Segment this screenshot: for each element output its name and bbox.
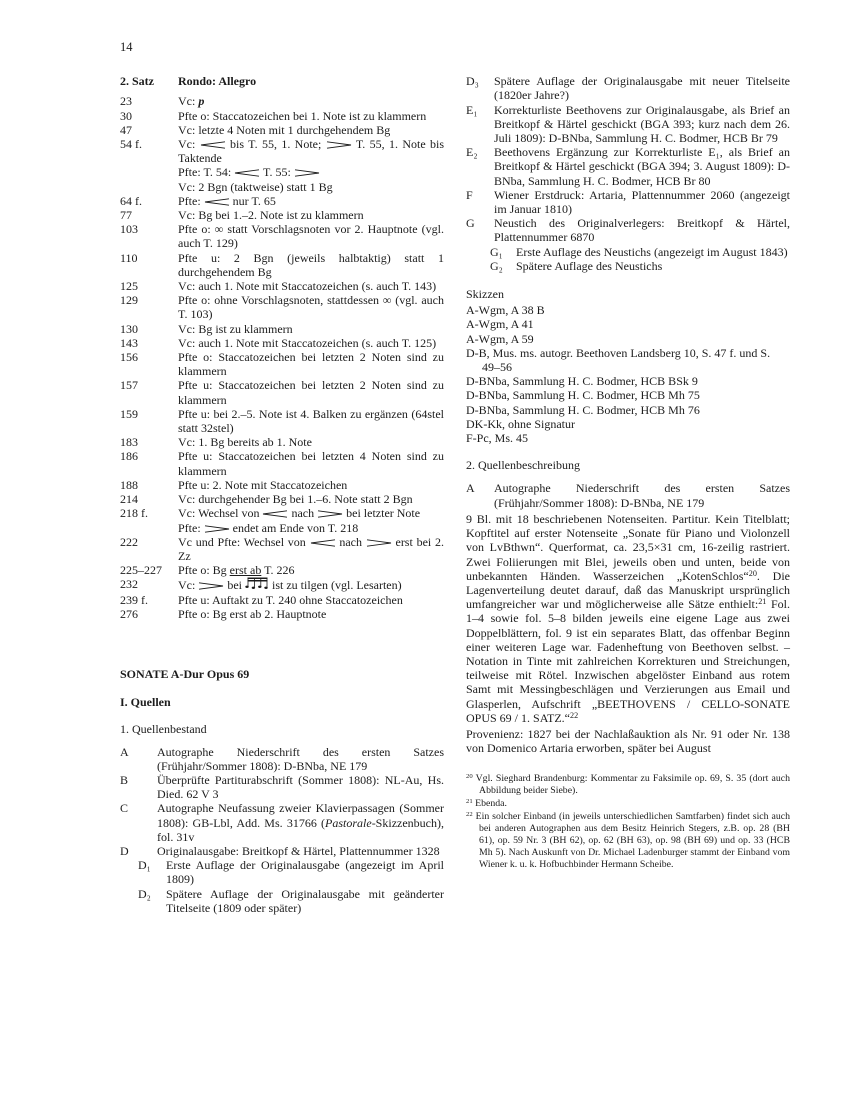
footnotes-block [466,773,790,870]
text-segment: bis T. 55, 1. Note; [225,137,326,152]
note-line [178,607,444,621]
measure-number: 156 [120,350,138,365]
text-segment: Überprüfte Partiturabschrift (Sommer 1808): NL-Au, Hs. Died. 62 V 3 [157,772,444,802]
note-text [178,251,444,279]
note-line [178,535,444,563]
source-entry [120,745,444,773]
crescendo-hairpin-icon [204,194,230,208]
note-entry [120,293,444,321]
measure-number: 239 f. [120,592,148,607]
skizzen-list [466,303,790,445]
text-segment: Fol. 1–4 sowie fol. 5–8 bilden jeweils eine eigene Lage aus zwei Doppelblättern, fol. 9 ist ein separates Blatt, das offenbar Beginn einer weiteren Lage war. Fadenheftung von Beethoven selbst. – Notation in Tinte mit zahlreichen Korrekturen und Streichungen, teilweise mit Rötel. Inzwischen abgelöster Einband aus rotem Samt mit Messingbeschlägen und Verzierungen aus Email und Glasperlen, Aufschrift „BEETHOVENS / CELLO-SONATE OPUS 69 / 1. SATZ.“ [466,597,790,725]
source-description [494,103,790,146]
source-description [516,259,790,273]
note-text [178,293,444,321]
source-siglum: G [466,216,475,231]
note-line [178,137,444,165]
measure-number: 77 [120,208,132,223]
skizzen-item: A-Wgm, A 38 B [466,303,545,318]
note-entry [120,222,444,250]
source-siglum: D₃ [466,74,479,89]
source-siglum: G₂ [490,258,503,273]
note-text [178,607,444,621]
text-segment: Korrekturliste Beethovens zur Originalausgabe, als Brief an Breitkopf & Härtel geschickt (BGA 393; kurz nach dem 26. Juli 1809): D-BNba, Sammlung H. C. Bodmer, HCB Br 79 [494,102,790,146]
source-siglum: A [466,481,475,496]
note-line [178,293,444,321]
text-segment: p [198,94,205,109]
measure-number: 225–227 [120,563,162,578]
text-segment: Vc: auch 1. Note mit Staccatozeichen (s. auch T. 125) [178,335,437,350]
note-text [178,577,444,592]
note-entry [120,577,444,592]
text-segment: Pfte u: Staccatozeichen bei letzten 2 Noten sind zu klammern [178,378,444,407]
measure-number: 30 [120,108,132,123]
source-siglum: C [120,801,129,816]
source-entry [466,216,790,244]
note-entry [120,378,444,406]
text-segment: Vc: 1. Bg bereits ab 1. Note [178,435,312,450]
note-line [178,378,444,406]
source-entry [120,887,444,915]
text-segment: Autographe Neufassung zweier Klavierpassagen (Sommer 1808): GB-Lbl, Add. Ms. 31766 ( [157,801,444,830]
source-entry [466,145,790,188]
note-text [178,478,444,492]
skizzen-item: D-B, Mus. ms. autogr. Beethoven Landsberg 10, S. 47 f. und S. 49–56 [466,345,771,375]
crescendo-hairpin-icon [262,506,288,520]
text-segment: Vgl. Sieghard Brandenburg: Kommentar zu Faksimile op. 69, S. 35 (dort auch Abbildung beider Siebe). [475,773,790,797]
movement-label: 2. Satz [120,74,154,89]
footnote-ref: 20 [748,569,757,579]
note-line [178,208,444,222]
note-line [178,350,444,378]
decrescendo-hairpin-icon [326,137,352,151]
note-text [178,492,444,506]
sources-list-right [466,74,790,273]
text-segment: Vc: [178,578,199,593]
skizzen-item: F-Pc, Ms. 45 [466,431,529,446]
source-entry [466,188,790,216]
source-description [157,801,444,844]
measure-number: 110 [120,250,138,265]
footnote [466,798,790,810]
source-siglum: A [120,744,129,759]
decrescendo-hairpin-icon [294,165,320,179]
footnote [466,811,790,871]
footnote [466,773,790,797]
measure-number: 232 [120,577,138,592]
footnote-ref: 22 [570,711,579,721]
quellenbeschreibung-heading: 2. Quellenbeschreibung [466,458,580,473]
measure-number: 103 [120,222,138,237]
sources-list-left [120,745,444,915]
source-description [494,216,790,244]
text-segment: Pfte u: 2. Note mit Staccatozeichen [178,477,348,492]
note-line [178,279,444,293]
source-description [516,245,790,259]
source-description [157,745,444,773]
measure-number: 54 f. [120,137,142,152]
source-description [494,145,790,188]
measure-number: 186 [120,449,138,464]
page-number: 14 [120,40,133,54]
text-segment: Vc: Bg ist zu klammern [178,321,293,336]
source-siglum: D₁ [138,858,151,873]
text-segment: nach [335,534,366,549]
measure-number: 47 [120,122,132,137]
note-entry [120,137,444,194]
source-entry [120,844,444,858]
note-text [178,208,444,222]
note-line [178,435,444,449]
text-segment: T. 55, 1. Note bis Taktende [178,137,444,166]
footnote-number: 21 [466,798,473,806]
source-entry [120,801,444,844]
text-segment: Vc: [178,137,200,152]
note-text [178,535,444,563]
left-column [120,74,444,915]
source-description [494,188,790,216]
critical-notes-list [120,94,444,621]
note-text [178,123,444,137]
note-entry [120,336,444,350]
text-segment: Ebenda. [475,798,507,810]
beamed-notes-icon [245,578,269,592]
note-text [178,435,444,449]
measure-number: 183 [120,435,138,450]
source-description [166,887,444,915]
text-segment: Pfte o: Bg [178,563,230,578]
note-line [178,506,444,520]
note-line [178,577,444,592]
note-text [178,336,444,350]
text-segment: endet am Ende von T. 218 [229,520,359,535]
crescendo-hairpin-icon [200,137,226,151]
text-segment: T. 226 [261,563,295,578]
note-entry [120,251,444,279]
text-segment: Originalausgabe: Breitkopf & Härtel, Plattennummer 1328 [157,843,440,858]
footnote-ref: 21 [758,597,767,607]
text-segment: Pfte: [178,520,204,535]
text-segment: Beethovens Ergänzung zur Korrekturliste E₁, als Brief an Breitkopf & Härtel geschickt (BGA 394; 3. August 1809): D-BNba, Sammlung H. C. Bodmer, HCB Br 80 [494,145,790,188]
crescendo-hairpin-icon [310,535,336,549]
note-entry [120,607,444,621]
note-line [178,165,444,179]
movement-tempo: Rondo: Allegro [178,74,257,89]
note-entry [120,478,444,492]
note-text [178,449,444,477]
text-segment: nur T. 65 [229,193,276,208]
note-entry [120,279,444,293]
measure-number: 130 [120,321,138,336]
note-line [178,563,444,577]
source-entry [466,74,790,102]
note-entry [120,593,444,607]
note-line [178,593,444,607]
skizzen-item: D-BNba, Sammlung H. C. Bodmer, HCB Mh 76 [466,402,700,417]
note-text [178,378,444,406]
source-siglum: D [120,843,129,858]
text-segment: Vc: auch 1. Note mit Staccatozeichen (s. auch T. 143) [178,279,437,294]
note-line [178,251,444,279]
right-column [466,74,790,915]
note-entry [120,208,444,222]
skizzen-item: D-BNba, Sammlung H. C. Bodmer, HCB Mh 75 [466,388,700,403]
note-line [178,336,444,350]
text-segment: Pfte o: ∞ statt Vorschlagsnoten vor 2. Hauptnote (vgl. auch T. 129) [178,222,444,251]
text-segment: Vc: Wechsel von [178,506,263,521]
note-line [178,109,444,123]
skizzen-item: A-Wgm, A 41 [466,317,534,332]
text-segment: Ein solcher Einband (in jeweils unterschiedlichen Samtfarben) findet sich auch bei anderen Autographen aus dem Besitz Heinrich Stegers, z.B. op. 28 (BH 61), op. 59 Nr. 3 (BH 62), op. 62 (BH 63), op. 98 (BH 69) und op. 33 (HCB Mh 5). Nach Auskunft von Dr. Michael Ladenburger stammt der Einband vom Wiener k. u. k. Hofbuchbinder Hermann Scheibe. [475,811,790,870]
measure-number: 143 [120,335,138,350]
text-segment: Vc und Pfte: Wechsel von [178,534,310,549]
note-entry [120,506,444,534]
source-siglum: G₁ [490,244,503,259]
text-segment: Wiener Erstdruck: Artaria, Plattennummer 2060 (angezeigt im Januar 1810) [494,187,790,217]
text-segment: Vc: letzte 4 Noten mit 1 durchgehendem Bg [178,122,391,137]
source-entry [120,773,444,801]
quellenbestand-heading: 1. Quellenbestand [120,722,207,737]
note-entry [120,350,444,378]
note-entry [120,563,444,577]
text-segment: Pfte o: Bg erst ab 2. Hauptnote [178,606,327,621]
note-text [178,506,444,534]
note-text [178,94,444,108]
note-text [178,137,444,194]
skizzen-item: DK-Kk, ohne Signatur [466,416,575,431]
note-text [178,279,444,293]
note-text [178,350,444,378]
note-line [178,521,444,535]
source-siglum: D₂ [138,886,151,901]
text-segment: erst ab [229,563,262,578]
description-paragraph [466,512,790,725]
source-description [494,481,790,509]
text-segment: Pfte o: ohne Vorschlagsnoten, stattdessen ∞ (vgl. auch T. 103) [178,293,444,322]
source-description [166,858,444,886]
text-segment: Pfte: [178,193,204,208]
text-segment: Pfte o: Staccatozeichen bei letzten 2 Noten sind zu klammern [178,350,444,379]
text-segment: Provenienz: 1827 bei der Nachlaßauktion als Nr. 91 oder Nr. 138 von Domenico Artaria erworben, später bei August [466,726,790,756]
note-entry [120,449,444,477]
measure-number: 129 [120,293,138,308]
note-line [178,123,444,137]
sonata-title: SONATE A-Dur Opus 69 [120,666,250,681]
text-segment: nach [288,506,318,521]
text-segment: Pfte u: Auftakt zu T. 240 ohne Staccatozeichen [178,592,403,607]
skizzen-heading: Skizzen [466,287,504,302]
text-segment: -Skizzenbuch), fol. 31v [157,815,444,844]
note-line [178,322,444,336]
note-line [178,478,444,492]
decrescendo-hairpin-icon [366,535,392,549]
provenance-paragraph [466,727,790,755]
note-line [178,222,444,250]
note-entry [120,94,444,108]
note-text [178,194,444,208]
text-segment: . Die Lagenverteilung deutet darauf, daß das Manuskript ursprünglich umfangreicher war und möglicherweise alle Sätze enthielt: [466,568,790,612]
text-segment: Autographe Niederschrift des ersten Satzes (Frühjahr/Sommer 1808): D-BNba, NE 179 [157,744,444,773]
text-segment: Pfte: T. 54: [178,165,235,180]
note-entry [120,109,444,123]
source-entry [120,858,444,886]
note-entry [120,407,444,435]
note-line [178,180,444,194]
note-entry [120,194,444,208]
text-segment: T. 55: [260,165,294,180]
text-segment: erst bei 2. Zz [178,534,444,563]
source-entry [466,103,790,146]
text-segment: Vc: Bg bei 1.–2. Note ist zu klammern [178,208,364,223]
source-description [494,74,790,102]
text-segment: 9 Bl. mit 18 beschriebenen Notenseiten. Partitur. Kein Titelblatt; Kopftitel auf erster Notenseite „Sonate für Piano und Violonzell von LvBthwn“. Querformat, ca. 23,5×31 cm, 16-zeilig rastriert. Zwei Foliierungen mit Blei, jeweils oben und unten, beide von unbekannten Händen. Wasserzeichen „KotenSchlos“ [466,511,790,583]
note-entry [120,492,444,506]
measure-number: 159 [120,406,138,421]
source-siglum: E₁ [466,102,478,117]
note-entry [120,535,444,563]
source-entry [466,481,790,509]
text-segment: Vc: 2 Bgn (taktweise) statt 1 Bg [178,179,333,194]
measure-number: 64 f. [120,193,142,208]
crescendo-hairpin-icon [234,165,260,179]
note-text [178,109,444,123]
quellen-heading: I. Quellen [120,695,171,710]
text-segment: Vc: [178,94,199,109]
text-segment: Erste Auflage des Neustichs (angezeigt im August 1843) [516,244,788,259]
source-entry [466,259,790,273]
beschreibung-source [466,481,790,509]
measure-number: 276 [120,606,138,621]
measure-number: 157 [120,378,138,393]
source-entry [466,245,790,259]
skizzen-item: D-BNba, Sammlung H. C. Bodmer, HCB BSk 9 [466,374,698,389]
decrescendo-hairpin-icon [198,578,224,592]
note-line [178,492,444,506]
note-line [178,94,444,108]
source-siglum: E₂ [466,145,478,160]
movement-heading [120,74,444,88]
skizzen-item: A-Wgm, A 59 [466,331,534,346]
text-segment: Spätere Auflage der Originalausgabe mit neuer Titelseite (1820er Jahre?) [494,74,790,103]
text-segment: ist zu tilgen (vgl. Lesarten) [269,578,402,593]
text-segment: Spätere Auflage der Originalausgabe mit geänderter Titelseite (1809 oder später) [166,886,444,915]
note-entry [120,123,444,137]
measure-number: 214 [120,492,138,507]
measure-number: 218 f. [120,506,148,521]
note-text [178,593,444,607]
text-segment: Pfte u: Staccatozeichen bei letzten 4 Noten sind zu klammern [178,449,444,478]
source-description [157,844,444,858]
source-description [157,773,444,801]
two-column-layout [120,74,790,915]
text-segment: bei [224,578,245,593]
source-siglum: B [120,772,129,787]
text-segment: Neustich des Originalverlegers: Breitkopf & Härtel, Plattennummer 6870 [494,216,790,245]
text-segment: Erste Auflage der Originalausgabe (angezeigt im April 1809) [166,858,444,887]
text-segment: Pfte o: Staccatozeichen bei 1. Note ist zu klammern [178,108,427,123]
note-text [178,563,444,577]
text-segment: Pastorale [325,815,372,830]
text-segment: Spätere Auflage des Neustichs [516,258,663,273]
footnote-number: 22 [466,811,473,819]
measure-number: 188 [120,477,138,492]
decrescendo-hairpin-icon [317,506,343,520]
decrescendo-hairpin-icon [204,521,230,535]
note-text [178,407,444,435]
note-line [178,194,444,208]
note-entry [120,322,444,336]
text-segment: Vc: durchgehender Bg bei 1.–6. Note statt 2 Bgn [178,492,413,507]
note-entry [120,435,444,449]
note-text [178,222,444,250]
note-text [178,322,444,336]
measure-number: 125 [120,279,138,294]
source-siglum: F [466,187,473,202]
text-segment: Pfte u: bei 2.–5. Note ist 4. Balken zu ergänzen (64stel statt 32stel) [178,406,444,436]
note-line [178,449,444,477]
measure-number: 23 [120,94,132,109]
text-segment: Autographe Niederschrift des ersten Satzes (Frühjahr/Sommer 1808): D-BNba, NE 179 [494,481,790,510]
measure-number: 222 [120,534,138,549]
text-segment: bei letzter Note [343,506,421,521]
note-line [178,407,444,435]
text-segment: Pfte u: 2 Bgn (jeweils halbtaktig) statt 1 durchgehendem Bg [178,250,444,279]
footnote-number: 20 [466,773,473,781]
